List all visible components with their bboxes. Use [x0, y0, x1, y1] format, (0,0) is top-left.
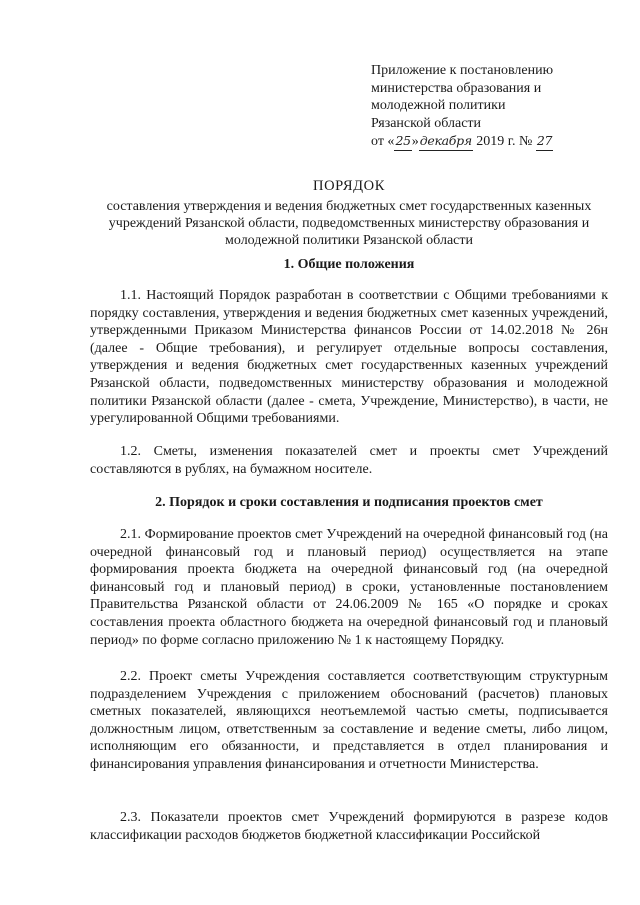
- approval-date-prefix: от «: [371, 134, 395, 150]
- paragraph-1-2: 1.2. Сметы, изменения показателей смет и проекты смет Учреждений составляются в рублях, на бумажном носителе.: [90, 444, 608, 477]
- handwritten-day: 25: [394, 132, 411, 151]
- approval-date-year: 2019 г. №: [472, 134, 536, 150]
- handwritten-number: 27: [536, 132, 553, 151]
- approval-date-mid: »: [411, 134, 419, 150]
- paragraph-2-1: 2.1. Формирование проектов смет Учреждений на очередной финансовый год (на очередной финансовый год и плановый период) осуществляется на этапе формирования проекта бюджета на очередной финансовый год (на очередной финансовый год и плановый период) в сроки, установленные постановлением Правительства Рязанской области от 24.06.2009 № 165 «О порядке и сроках составления проекта областного бюджета на очередной финансовый год и плановый период» по форме согласно приложению № 1 к настоящему Порядку.: [90, 527, 608, 648]
- paragraph-2-2: 2.2. Проект сметы Учреждения составляется соответствующим структурным подразделением Учреждения с приложением обоснований (расчетов) плановых сметных показателей, являющихся неотъемлемой частью сметы, подписывается должностным лицом, ответственным за составление и ведение сметы, либо лицом, исполняющим его обязанности, и представляется в отдел планирования и финансирования управления финансирования и отчетности Министерства.: [90, 669, 608, 772]
- approval-line-3: молодежной политики: [371, 98, 506, 114]
- approval-line-2: министерства образования и: [371, 80, 542, 96]
- paragraph-2-3: 2.3. Показатели проектов смет Учреждений формируются в разрезе кодов классификации расходов бюджетов бюджетной классификации Российской: [90, 810, 608, 843]
- document-subtitle: составления утверждения и ведения бюджетных смет государственных казенных учреждений Рязанской области, подведомственных министерству образования и молодежной политики Рязанской области: [106, 199, 592, 248]
- document-title: ПОРЯДОК: [313, 178, 385, 194]
- approval-line-1: Приложение к постановлению: [371, 63, 554, 78]
- handwritten-month: декабря: [419, 132, 473, 151]
- approval-line-4: Рязанской области: [371, 115, 482, 131]
- section-2-heading: 2. Порядок и сроки составления и подписания проектов смет: [155, 495, 543, 510]
- paragraph-1-1: 1.1. Настоящий Порядок разработан в соответствии с Общими требованиями к порядку составления, утверждения и ведения бюджетных смет казенных учреждений, утвержденными Приказом Министерства финансов России от 14.02.2018 № 26н (далее - Общие требования), и регулирует отдельные вопросы составления, утверждения и ведения бюджетных смет государственных казенных учреждений Рязанской области, подведомственных министерству образования и молодежной политики Рязанской области (далее - смета, Учреждение, Министерство), в части, не урегулированной Общими требованиями.: [90, 288, 608, 427]
- approval-block: [371, 62, 611, 151]
- section-1-heading: 1. Общие положения: [283, 257, 415, 272]
- approval-date-line: [371, 132, 611, 151]
